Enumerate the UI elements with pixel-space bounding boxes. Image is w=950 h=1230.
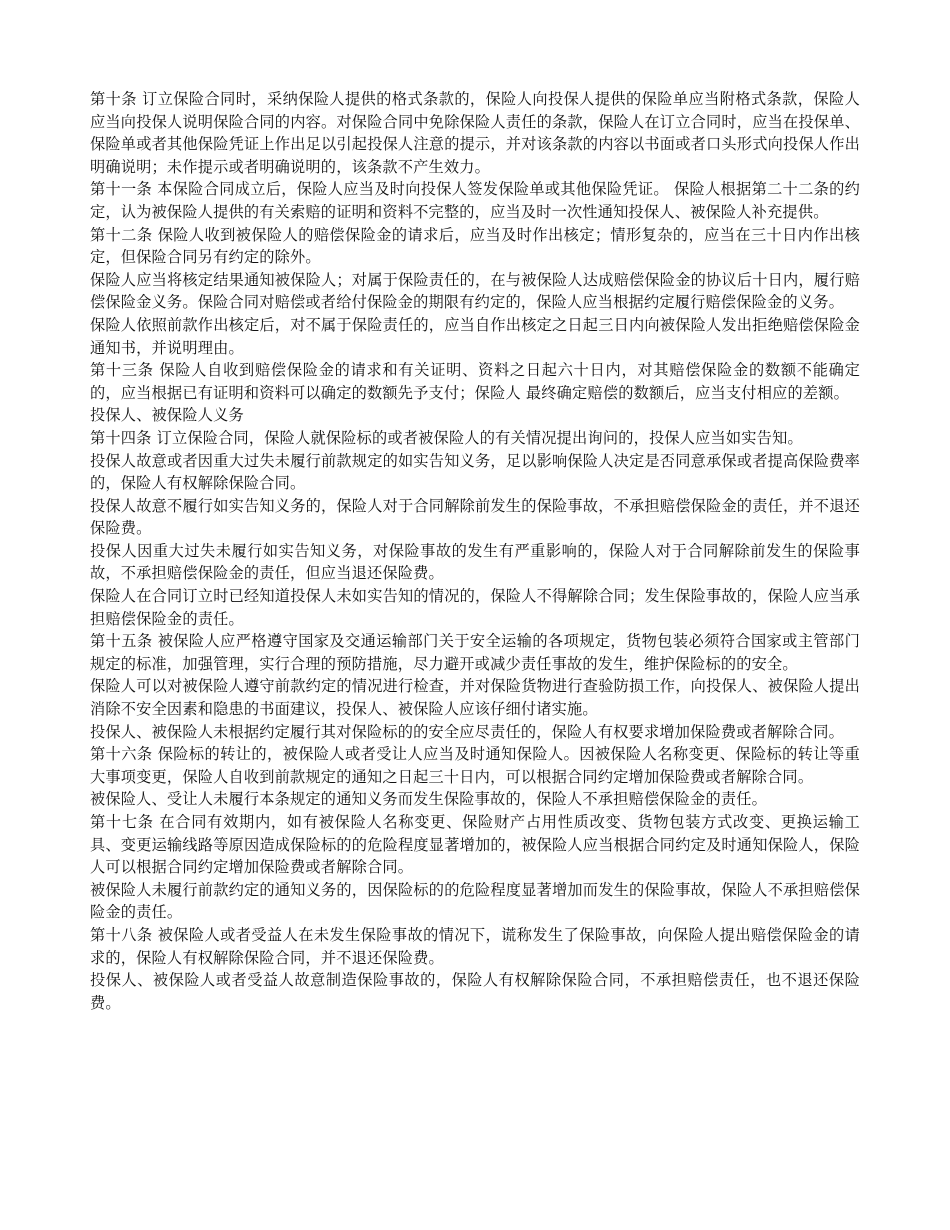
paragraph-article-11: 第十一条 本保险合同成立后，保险人应当及时向投保人签发保险单或其他保险凭证。 保险人根据第二十二条的约定，认为被保险人提供的有关索赔的证明和资料不完整的，应当及时一次性通知投保人、被保险人补充提供。 bbox=[90, 180, 860, 221]
paragraph-article-14-clause-2: 投保人故意或者因重大过失未履行前款规定的如实告知义务，足以影响保险人决定是否同意承保或者提高保险费率的，保险人有权解除保险合同。 bbox=[90, 451, 860, 493]
paragraph-article-14-clause-3: 投保人故意不履行如实告知义务的，保险人对于合同解除前发生的保险事故，不承担赔偿保险金的责任，并不退还保险费。 bbox=[90, 496, 860, 538]
paragraph-article-14: 第十四条 订立保险合同，保险人就保险标的或者被保险人的有关情况提出询问的，投保人应当如实告知。 bbox=[90, 428, 803, 447]
paragraph-article-17-clause-2: 被保险人未履行前款约定的通知义务的，因保险标的的危险程度显著增加而发生的保险事故，保险人不承担赔偿保险金的责任。 bbox=[90, 880, 860, 922]
document-body bbox=[90, 88, 860, 1014]
paragraph-article-12: 第十二条 保险人收到被保险人的赔偿保险金的请求后，应当及时作出核定；情形复杂的，应当在三十日内作出核定，但保险合同另有约定的除外。 bbox=[90, 225, 860, 267]
paragraph-article-12-clause-3: 保险人依照前款作出核定后，对不属于保险责任的，应当自作出核定之日起三日内向被保险人发出拒绝赔偿保险金通知书，并说明理由。 bbox=[90, 315, 860, 357]
paragraph-article-15: 第十五条 被保险人应严格遵守国家及交通运输部门关于安全运输的各项规定，货物包装必须符合国家或主管部门规定的标准，加强管理，实行合理的预防措施，尽力避开或减少责任事故的发生，维护保险标的的安全。 bbox=[90, 632, 860, 673]
section-heading-obligations: 投保人、被保险人义务 bbox=[90, 406, 244, 425]
paragraph-article-12-clause-2: 保险人应当将核定结果通知被保险人；对属于保险责任的，在与被保险人达成赔偿保险金的协议后十日内，履行赔偿保险金义务。保险合同对赔偿或者给付保险金的期限有约定的，保险人应当根据约定履行赔偿保险金的义务。 bbox=[90, 270, 860, 312]
paragraph-article-16: 第十六条 保险标的转让的，被保险人或者受让人应当及时通知保险人。因被保险人名称变更、保险标的转让等重大事项变更，保险人自收到前款规定的通知之日起三十日内，可以根据合同约定增加保险费或者解除合同。 bbox=[90, 745, 860, 786]
paragraph-article-17: 第十七条 在合同有效期内，如有被保险人名称变更、保险财产占用性质改变、货物包装方式改变、更换运输工具、变更运输线路等原因造成保险标的的危险程度显著增加的，被保险人应当根据合同约定及时通知保险人，保险人可以根据合同约定增加保险费或者解除合同。 bbox=[90, 813, 860, 877]
paragraph-article-10: 第十条 订立保险合同时，采纳保险人提供的格式条款的，保险人向投保人提供的保险单应当附格式条款，保险人应当向投保人说明保险合同的内容。对保险合同中免除保险人责任的条款，保险人在订立合同时，应当在投保单、保险单或者其他保险凭证上作出足以引起投保人注意的提示，并对该条款的内容以书面或者口头形式向投保人作出明确说明；未作提示或者明确说明的，该条款不产生效力。 bbox=[90, 90, 860, 176]
paragraph-article-15-clause-2: 保险人可以对被保险人遵守前款约定的情况进行检查，并对保险货物进行查验防损工作，向投保人、被保险人提出消除不安全因素和隐患的书面建议，投保人、被保险人应该仔细付诸实施。 bbox=[90, 677, 860, 719]
paragraph-article-15-clause-3: 投保人、被保险人未根据约定履行其对保险标的的安全应尽责任的，保险人有权要求增加保险费或者解除合同。 bbox=[90, 722, 844, 741]
paragraph-article-14-clause-5: 保险人在合同订立时已经知道投保人未如实告知的情况的，保险人不得解除合同；发生保险事故的，保险人应当承担赔偿保险金的责任。 bbox=[90, 587, 860, 628]
paragraph-article-14-clause-4: 投保人因重大过失未履行如实告知义务，对保险事故的发生有严重影响的，保险人对于合同解除前发生的保险事故，不承担赔偿保险金的责任，但应当退还保险费。 bbox=[90, 541, 860, 583]
paragraph-article-18-clause-2: 投保人、被保险人或者受益人故意制造保险事故的，保险人有权解除保险合同，不承担赔偿责任，也不退还保险费。 bbox=[90, 971, 860, 1012]
paragraph-article-18: 第十八条 被保险人或者受益人在未发生保险事故的情况下，谎称发生了保险事故，向保险人提出赔偿保险金的请求的，保险人有权解除保险合同，并不退还保险费。 bbox=[90, 925, 860, 967]
paragraph-article-16-clause-2: 被保险人、受让人未履行本条规定的通知义务而发生保险事故的，保险人不承担赔偿保险金的责任。 bbox=[90, 790, 768, 809]
paragraph-article-13: 第十三条 保险人自收到赔偿保险金的请求和有关证明、资料之日起六十日内，对其赔偿保险金的数额不能确定的，应当根据已有证明和资料可以确定的数额先予支付；保险人 最终确定赔偿的数额后，应当支付相应的差额。 bbox=[90, 361, 860, 402]
